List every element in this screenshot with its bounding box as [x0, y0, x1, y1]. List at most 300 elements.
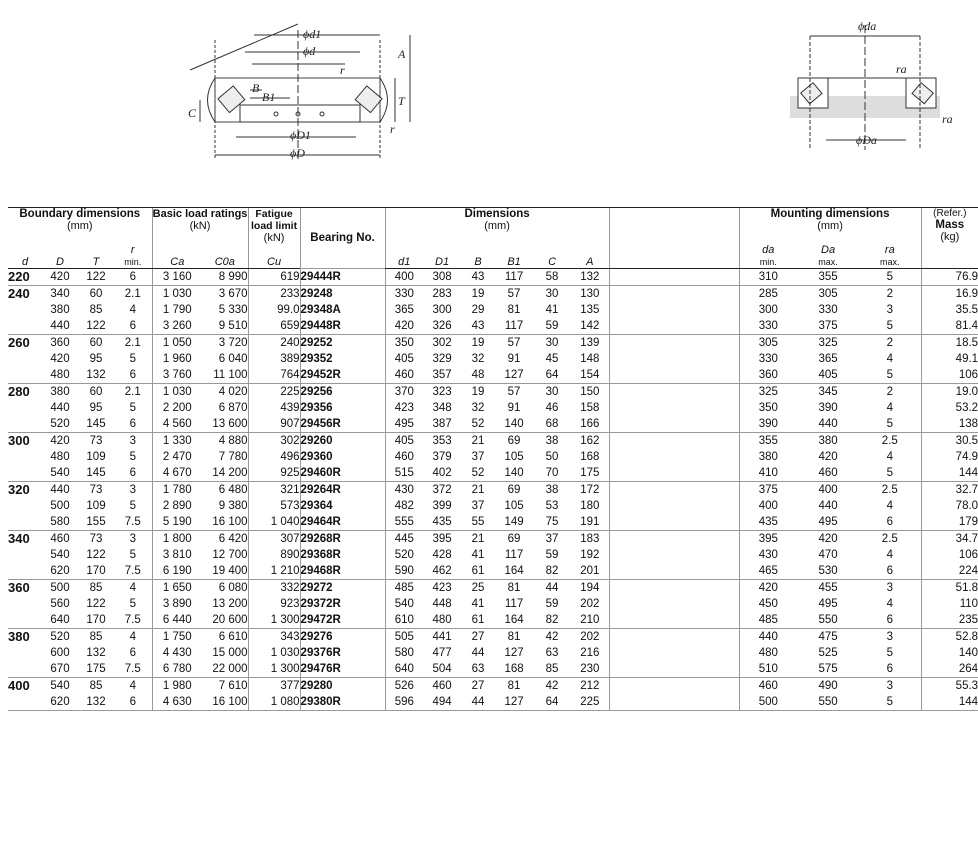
cell-D1: 348: [432, 402, 452, 414]
cell-Da: 305: [797, 286, 859, 303]
cell-Da: 495: [818, 598, 838, 610]
table-row: [8, 367, 978, 384]
cell-bore-d: 400: [8, 678, 42, 695]
cell-Da: 325: [797, 335, 859, 352]
cell-C: 30: [533, 335, 571, 352]
label-da: ϕda: [858, 19, 877, 33]
cell-B1: 69: [495, 433, 533, 450]
cell-B: 41: [471, 549, 485, 561]
cell-B1: 140: [504, 467, 524, 479]
cell-A: 212: [571, 678, 609, 695]
label-ra-right: ra: [942, 112, 953, 126]
header-mounting-dimensions: Mounting dimensions (mm): [739, 208, 921, 245]
cell-Cu: 659: [248, 318, 300, 335]
col-ra: ra max.: [859, 244, 921, 269]
cell-gap: [609, 318, 739, 335]
cell-bearing: 29452R: [300, 367, 385, 384]
cell-C: 45: [545, 353, 559, 365]
cell-ra: 2.5: [859, 531, 921, 548]
cell-r: 3: [114, 482, 152, 499]
cell-bearing: 29280: [300, 678, 385, 695]
cell-D1: 308: [423, 269, 461, 286]
cell-da: 375: [739, 482, 797, 499]
cell-da: 350: [739, 400, 797, 416]
cell-D: 420: [42, 269, 78, 286]
cell-B: 63: [471, 663, 485, 675]
cell-D1: 435: [432, 516, 452, 528]
label-ra-top: ra: [896, 62, 907, 76]
cell-A: 183: [571, 531, 609, 548]
cell-da: 360: [739, 367, 797, 384]
cell-D: 500: [50, 500, 70, 512]
table-row: [8, 416, 978, 433]
cell-B1: 149: [504, 516, 524, 528]
cell-bore-d: [8, 416, 42, 433]
cell-C: 30: [533, 286, 571, 303]
cell-bore-d: 340: [8, 531, 42, 548]
cell-D: 360: [42, 335, 78, 352]
cell-Cu: 389: [248, 351, 300, 367]
col-D: D: [42, 244, 78, 269]
cell-ra: 3: [859, 678, 921, 695]
cell-B1: 57: [495, 384, 533, 401]
cell-d1: 640: [385, 661, 423, 678]
cell-mass: 106: [921, 547, 978, 563]
cell-bearing: 29468R: [300, 563, 385, 580]
cell-bore-d: [8, 596, 42, 612]
cell-C0a: 7 610: [202, 678, 248, 695]
cell-mass: 110: [921, 596, 978, 612]
cell-B1: 168: [504, 663, 524, 675]
cell-D1: 504: [432, 663, 452, 675]
cell-Ca: 6 780: [152, 661, 202, 678]
cell-C: 58: [533, 269, 571, 286]
table-row: [8, 547, 978, 563]
cell-Ca: 4 430: [152, 645, 202, 661]
cell-bore-d: [8, 547, 42, 563]
cell-Da: 390: [818, 402, 838, 414]
cell-d1: 460: [385, 367, 423, 384]
cell-ra: 3: [859, 629, 921, 646]
cell-A: 166: [580, 418, 600, 430]
cell-A: 142: [580, 320, 600, 332]
cell-D: 520: [50, 418, 70, 430]
cell-D: 620: [50, 565, 70, 577]
cell-Ca: 1 800: [152, 531, 202, 548]
table-row: [8, 465, 978, 482]
cell-ra: 6: [886, 565, 893, 577]
cell-mass: 224: [921, 563, 978, 580]
cell-gap: [609, 580, 739, 597]
cell-Da: 330: [818, 304, 838, 316]
cell-C: 38: [533, 433, 571, 450]
cell-da: 400: [739, 498, 797, 514]
cell-d1: 365: [385, 302, 423, 318]
cell-Da: 490: [797, 678, 859, 695]
cell-D1: 477: [432, 647, 452, 659]
cell-da: 450: [739, 596, 797, 612]
cell-T: 73: [78, 433, 114, 450]
cell-Da: 375: [818, 320, 838, 332]
cell-da: 410: [739, 465, 797, 482]
cell-mass: 235: [921, 612, 978, 629]
cell-T: 122: [86, 320, 106, 332]
cell-C: 37: [533, 531, 571, 548]
cell-B: 32: [471, 402, 485, 414]
cell-B: 27: [461, 629, 495, 646]
cell-d1: 485: [385, 580, 423, 597]
cell-bore-d: [8, 465, 42, 482]
cell-B1: 117: [504, 598, 524, 610]
cell-C: 82: [545, 614, 559, 626]
cell-Ca: 1 750: [152, 629, 202, 646]
cell-C0a: 8 990: [202, 269, 248, 286]
cell-d1: 430: [385, 482, 423, 499]
cell-C: 59: [545, 320, 559, 332]
cell-B: 44: [471, 647, 485, 659]
cell-A: 202: [571, 629, 609, 646]
cell-B1: 81: [495, 629, 533, 646]
cell-C0a: 4 880: [202, 433, 248, 450]
cell-r: 6: [129, 647, 136, 659]
cell-A: 132: [571, 269, 609, 286]
cell-da: 440: [739, 629, 797, 646]
cell-Cu: 233: [248, 286, 300, 303]
cell-Cu: 1 030: [248, 645, 300, 661]
cell-bearing: 29256: [300, 384, 385, 401]
table-row: [8, 286, 978, 303]
cell-mass: 179: [921, 514, 978, 531]
cell-gap: [609, 629, 739, 646]
cell-D: 480: [50, 451, 70, 463]
cell-ra: 4: [886, 451, 893, 463]
table-row: [8, 678, 978, 695]
cell-r: 6: [129, 418, 136, 430]
cell-da: 500: [739, 694, 797, 711]
cell-B1: 81: [507, 304, 521, 316]
cell-Cu: 1 300: [248, 612, 300, 629]
cell-C: 59: [545, 549, 559, 561]
cell-mass: 53.2: [921, 400, 978, 416]
cell-d1: 540: [385, 596, 423, 612]
cell-r: 2.1: [114, 286, 152, 303]
cell-A: 180: [580, 500, 600, 512]
cell-A: 150: [571, 384, 609, 401]
cell-A: 230: [580, 663, 600, 675]
cell-D: 620: [42, 694, 78, 711]
header-mass: (Refer.) Mass (kg): [921, 208, 978, 245]
cell-r: 4: [114, 678, 152, 695]
cell-bearing: 29476R: [300, 661, 385, 678]
cell-T: 73: [78, 531, 114, 548]
cell-C: 68: [545, 418, 559, 430]
cell-D1: 399: [432, 500, 452, 512]
cell-gap: [609, 351, 739, 367]
label-r-bottom: r: [390, 122, 395, 136]
cell-Cu: 496: [248, 449, 300, 465]
table-row: [8, 596, 978, 612]
bearing-spec-table: [8, 207, 978, 711]
cell-Cu: 907: [248, 416, 300, 433]
cell-r: 5: [129, 402, 136, 414]
cell-A: 225: [571, 694, 609, 711]
cell-T: 122: [86, 598, 106, 610]
cell-Da: 550: [818, 614, 838, 626]
cell-bore-d: [8, 498, 42, 514]
cell-bearing: 29352: [300, 351, 385, 367]
cell-da: 310: [739, 269, 797, 286]
cell-mass: 78.0: [921, 498, 978, 514]
cell-gap: [609, 269, 739, 286]
cell-bearing: 29380R: [300, 694, 385, 711]
cell-C0a: 7 780: [218, 451, 248, 463]
cell-bore-d: [8, 302, 42, 318]
label-D: ϕD: [290, 146, 305, 160]
table-row: [8, 629, 978, 646]
cell-D1: 480: [432, 614, 452, 626]
cell-Ca: 1 650: [152, 580, 202, 597]
cell-Cu: 1 300: [248, 661, 300, 678]
cell-bearing: 29360: [300, 449, 385, 465]
cell-T: 132: [86, 647, 106, 659]
mounting-dimension-drawing: [790, 25, 940, 150]
cell-C: 41: [545, 304, 559, 316]
cell-D: 600: [50, 647, 70, 659]
col-A: A: [571, 244, 609, 269]
cell-gap: [609, 694, 739, 711]
cell-B1: 57: [495, 286, 533, 303]
cell-r: 7.5: [124, 614, 141, 626]
cell-gap: [609, 416, 739, 433]
cell-da: 465: [739, 563, 797, 580]
label-B: B: [252, 81, 260, 95]
cell-T: 95: [89, 353, 103, 365]
cell-C: 75: [545, 516, 559, 528]
label-d: ϕd: [303, 44, 316, 58]
cell-r: 5: [129, 500, 136, 512]
col-Da: Da max.: [797, 244, 859, 269]
cell-mass: 138: [921, 416, 978, 433]
cell-gap: [609, 645, 739, 661]
cell-D: 560: [50, 598, 70, 610]
cell-bearing: 29464R: [300, 514, 385, 531]
col-B1: B1: [495, 244, 533, 269]
cell-B1: 105: [504, 500, 524, 512]
cell-Ca: 6 190: [152, 563, 202, 580]
cell-r: 4: [114, 629, 152, 646]
cell-A: 210: [580, 614, 600, 626]
cell-Cu: 1 080: [248, 694, 300, 711]
cell-C: 53: [545, 500, 559, 512]
cell-bore-d: [8, 318, 42, 335]
cell-D1: 460: [423, 678, 461, 695]
cell-r: 7.5: [124, 565, 141, 577]
cell-gap: [609, 449, 739, 465]
cell-Cu: 307: [248, 531, 300, 548]
cell-bearing: 29376R: [300, 645, 385, 661]
header-dimensions: Dimensions (mm): [385, 208, 609, 245]
cell-Da: 575: [818, 663, 838, 675]
cell-gap: [609, 384, 739, 401]
cell-ra: 5: [859, 694, 921, 711]
cell-da: 510: [739, 661, 797, 678]
cell-bore-d: 240: [8, 286, 42, 303]
cell-Da: 530: [818, 565, 838, 577]
cell-B1: 164: [504, 614, 524, 626]
col-r: r min.: [114, 244, 152, 269]
cell-C0a: 20 600: [212, 614, 248, 626]
cell-gap: [609, 498, 739, 514]
cell-D1: 423: [423, 580, 461, 597]
cell-C0a: 11 100: [213, 369, 248, 381]
cell-mass: 264: [921, 661, 978, 678]
cell-B1: 117: [504, 549, 524, 561]
cell-r: 6: [129, 320, 136, 332]
cell-bearing: 29444R: [300, 269, 385, 286]
cell-Ca: 1 780: [152, 482, 202, 499]
cell-da: 380: [739, 449, 797, 465]
cell-gap: [609, 400, 739, 416]
cell-ra: 5: [886, 647, 893, 659]
cell-ra: 4: [886, 598, 893, 610]
cell-bearing: 29364: [300, 498, 385, 514]
cell-bearing: 29252: [300, 335, 385, 352]
cell-D: 500: [42, 580, 78, 597]
label-T: T: [398, 94, 405, 108]
cell-B1: 127: [504, 369, 524, 381]
cell-B1: 117: [495, 269, 533, 286]
cell-B: 19: [461, 286, 495, 303]
cell-B: 19: [461, 335, 495, 352]
cell-gap: [609, 465, 739, 482]
cell-D1: 283: [423, 286, 461, 303]
cell-Cu: 1 210: [248, 563, 300, 580]
cell-Cu: 890: [248, 547, 300, 563]
cell-B1: 105: [504, 451, 524, 463]
cell-da: 480: [739, 645, 797, 661]
cell-B: 55: [471, 516, 485, 528]
cell-Cu: 619: [248, 269, 300, 286]
cell-r: 6: [129, 467, 136, 479]
cell-bore-d: [8, 449, 42, 465]
cell-d1: 596: [385, 694, 423, 711]
cell-Cu: 240: [248, 335, 300, 352]
cell-da: 460: [739, 678, 797, 695]
cell-bearing: 29248: [300, 286, 385, 303]
cell-T: 122: [86, 549, 106, 561]
cell-B: 25: [461, 580, 495, 597]
cell-B: 29: [471, 304, 485, 316]
cell-Ca: 3 810: [152, 547, 202, 563]
cell-Ca: 3 760: [152, 367, 202, 384]
cell-B1: 140: [504, 418, 524, 430]
cell-B1: 127: [495, 694, 533, 711]
cell-T: 95: [89, 402, 103, 414]
cell-r: 2.1: [114, 384, 152, 401]
cell-d1: 580: [385, 645, 423, 661]
cell-C0a: 22 000: [212, 663, 248, 675]
cell-d1: 460: [385, 449, 423, 465]
cell-Ca: 1 030: [152, 384, 202, 401]
cell-C0a: 6 040: [218, 353, 248, 365]
cell-A: 158: [580, 402, 600, 414]
cell-Da: 455: [797, 580, 859, 597]
cell-D: 540: [50, 549, 70, 561]
cell-D1: 402: [432, 467, 452, 479]
cell-Ca: 4 560: [152, 416, 202, 433]
cell-bearing: 29272: [300, 580, 385, 597]
cell-da: 325: [739, 384, 797, 401]
cell-Ca: 1 790: [152, 302, 202, 318]
cell-T: 60: [78, 384, 114, 401]
cell-T: 85: [89, 304, 103, 316]
cell-da: 330: [739, 318, 797, 335]
cell-r: 6: [114, 694, 152, 711]
cell-C: 64: [533, 694, 571, 711]
cell-T: 60: [78, 335, 114, 352]
cell-ra: 5: [859, 269, 921, 286]
col-D1: D1: [423, 244, 461, 269]
cell-gap: [609, 433, 739, 450]
table-row: [8, 335, 978, 352]
cell-Ca: 1 330: [152, 433, 202, 450]
cell-Da: 440: [818, 418, 838, 430]
cell-T: 73: [78, 482, 114, 499]
cell-r: 6: [129, 369, 136, 381]
cell-gap: [609, 514, 739, 531]
cell-d1: 330: [385, 286, 423, 303]
cell-ra: 4: [886, 500, 893, 512]
cell-C: 50: [545, 451, 559, 463]
cell-d1: 350: [385, 335, 423, 352]
cell-D1: 357: [432, 369, 452, 381]
cell-gap: [609, 678, 739, 695]
cell-mass: 32.7: [921, 482, 978, 499]
cell-C0a: 3 670: [202, 286, 248, 303]
cell-Da: 355: [797, 269, 859, 286]
cell-C0a: 16 100: [202, 694, 248, 711]
table-row: [8, 661, 978, 678]
cell-D: 460: [42, 531, 78, 548]
cell-d1: 515: [385, 465, 423, 482]
cell-bearing: 29460R: [300, 465, 385, 482]
cell-Cu: 439: [248, 400, 300, 416]
cell-Cu: 302: [248, 433, 300, 450]
cell-A: 201: [580, 565, 600, 577]
cell-C0a: 6 420: [202, 531, 248, 548]
col-B: B: [461, 244, 495, 269]
cell-D: 440: [50, 320, 70, 332]
cell-bearing: 29276: [300, 629, 385, 646]
cell-D: 340: [42, 286, 78, 303]
table-row: [8, 400, 978, 416]
cell-Da: 420: [797, 531, 859, 548]
cell-T: 170: [86, 614, 106, 626]
cell-d1: 482: [385, 498, 423, 514]
cell-d1: 610: [385, 612, 423, 629]
cell-bore-d: [8, 514, 42, 531]
cell-Cu: 343: [248, 629, 300, 646]
cell-A: 202: [580, 598, 600, 610]
cell-B: 43: [471, 320, 485, 332]
cell-mass: 144: [921, 694, 978, 711]
cell-B: 61: [471, 565, 485, 577]
cell-mass: 16.9: [921, 286, 978, 303]
cell-ra: 3: [859, 580, 921, 597]
cell-mass: 106: [921, 367, 978, 384]
cell-mass: 74.9: [921, 449, 978, 465]
cell-da: 330: [739, 351, 797, 367]
